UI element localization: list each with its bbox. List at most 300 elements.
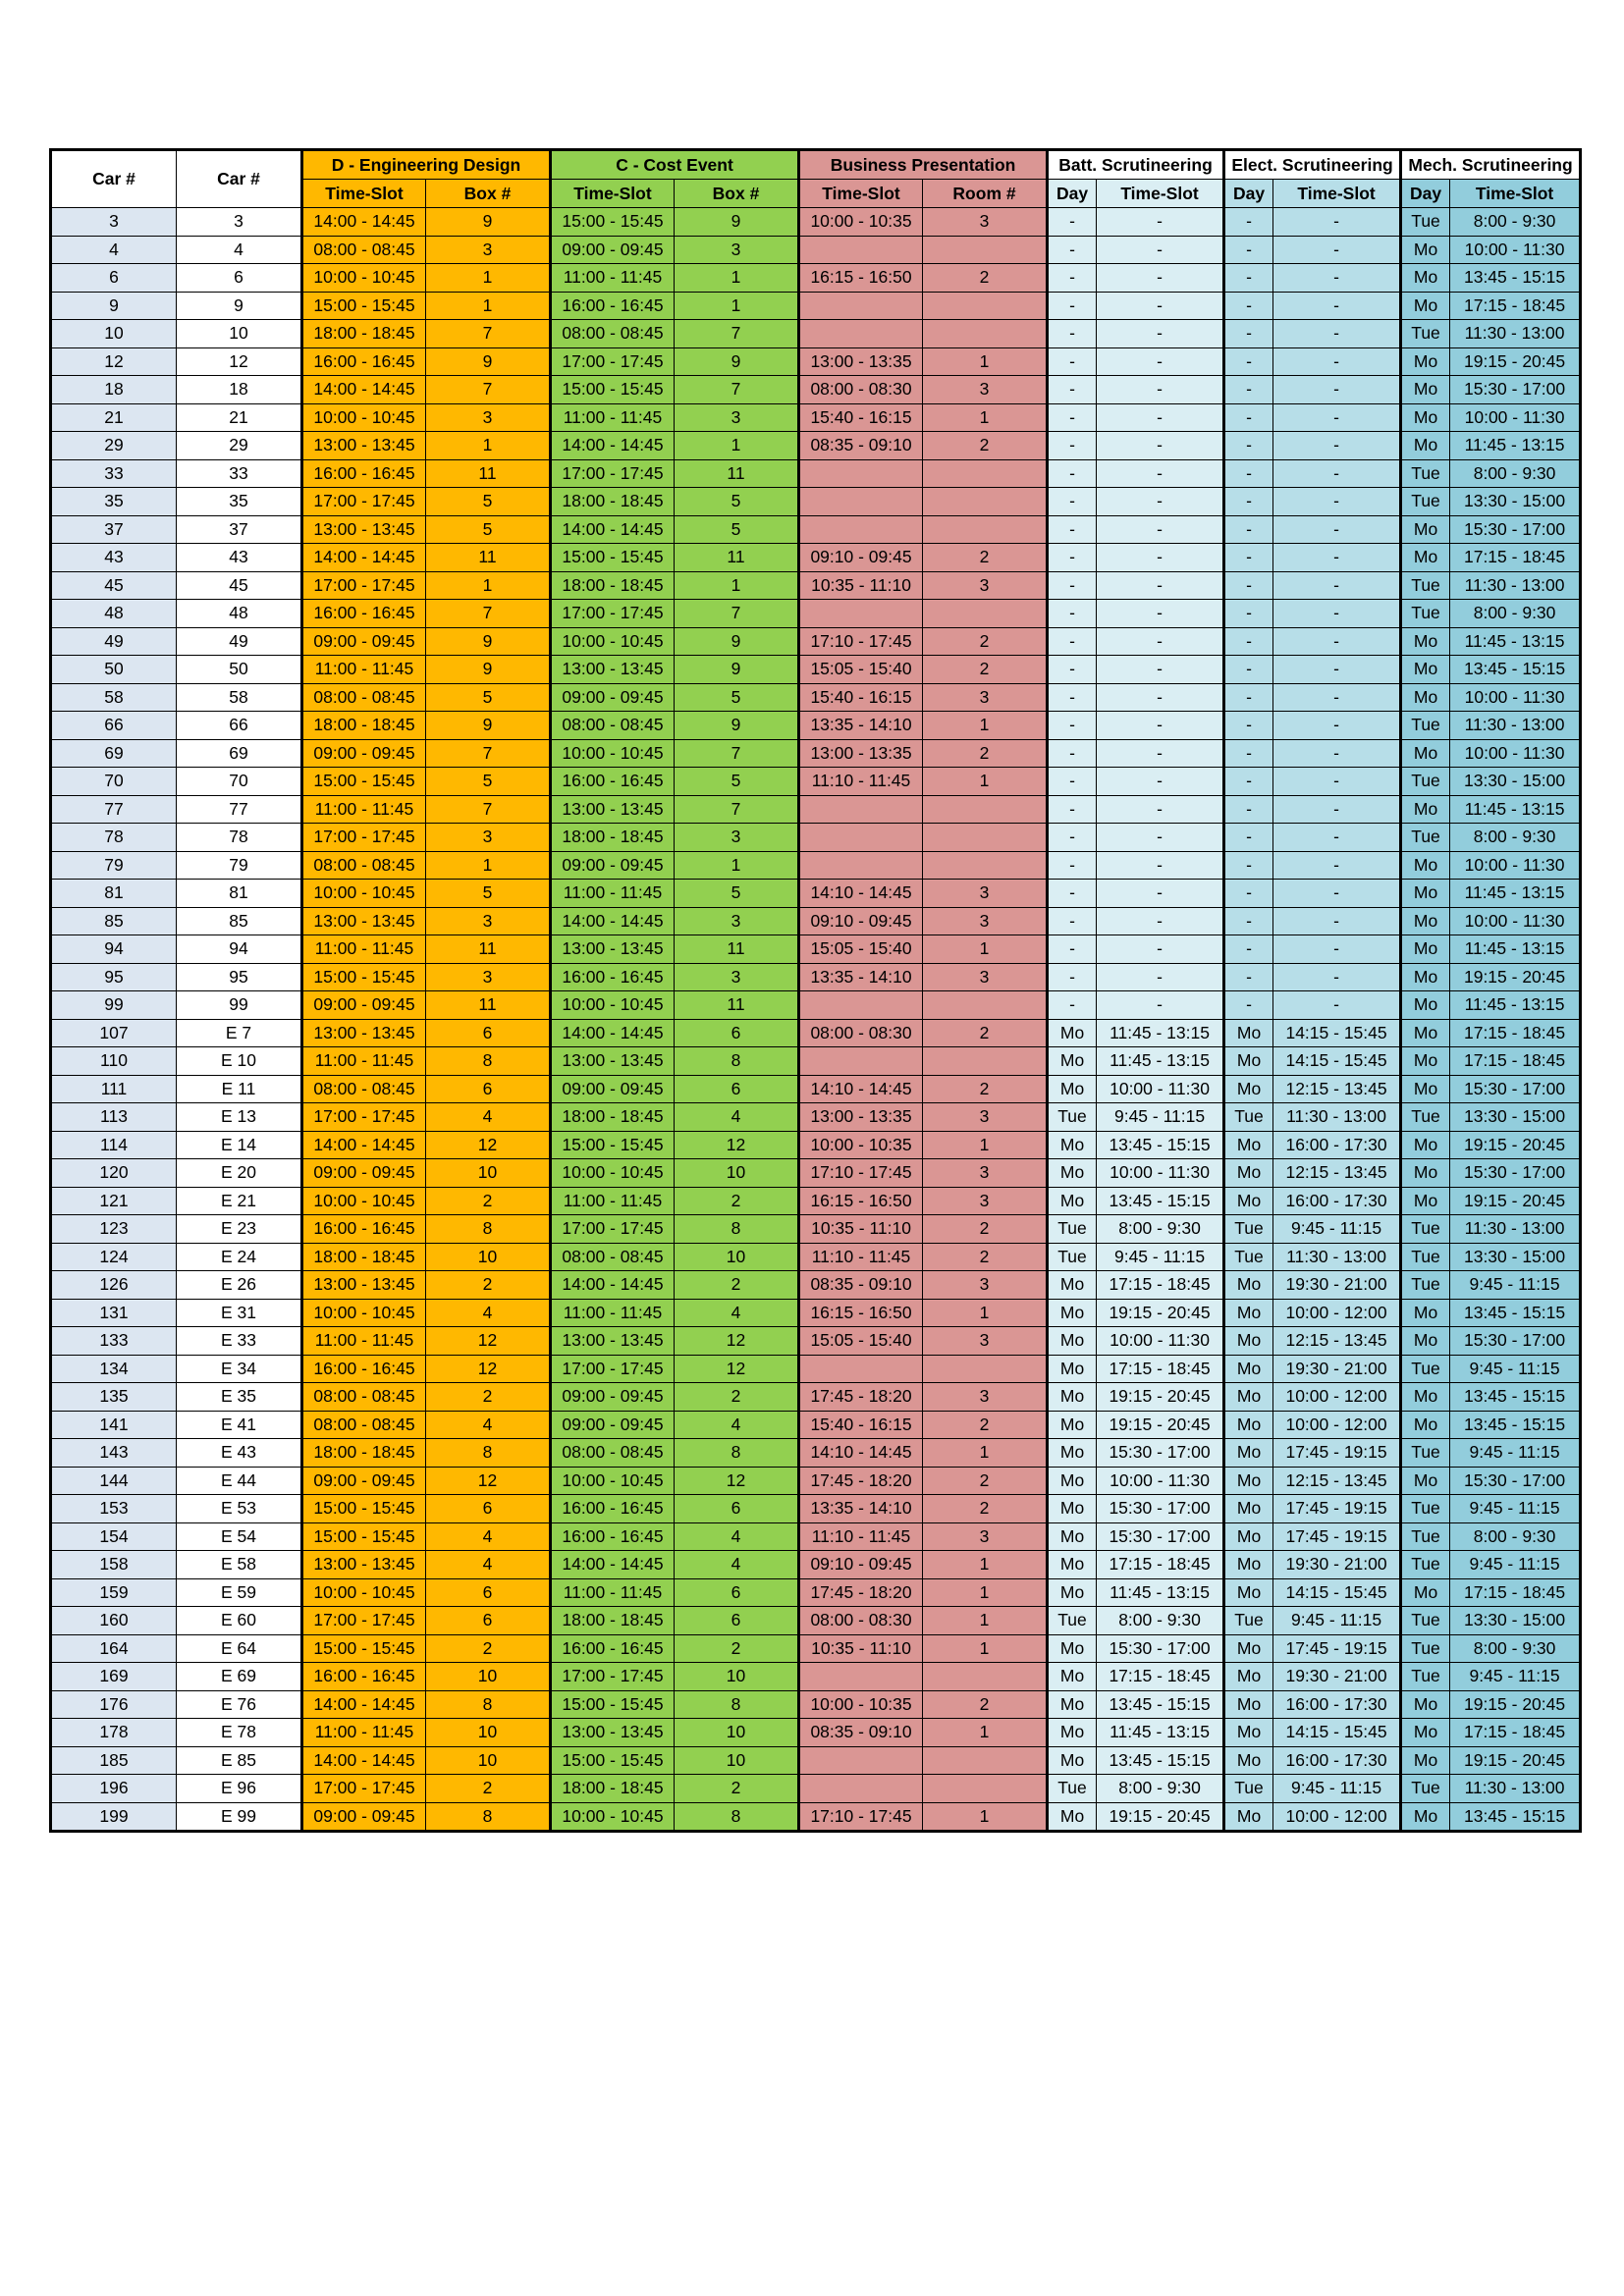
cell-cost-timeslot: 09:00 - 09:45	[551, 851, 675, 880]
cell-cost-box: 2	[675, 1187, 799, 1215]
cell-batt-timeslot: -	[1097, 488, 1224, 516]
cell-mech-timeslot: 19:15 - 20:45	[1450, 963, 1581, 991]
cell-car-id: E 85	[177, 1746, 302, 1775]
cell-car-id: E 31	[177, 1299, 302, 1327]
cell-cost-timeslot: 11:00 - 11:45	[551, 403, 675, 432]
cell-car-number: 12	[51, 347, 177, 376]
header-design-timeslot: Time-Slot	[302, 180, 426, 208]
cell-business-room	[923, 991, 1048, 1020]
cell-elec-day: Mo	[1224, 1327, 1273, 1356]
cell-mech-timeslot: 15:30 - 17:00	[1450, 1075, 1581, 1103]
cell-business-timeslot: 10:35 - 11:10	[799, 571, 923, 600]
header-car-number-2: Car #	[177, 150, 302, 208]
cell-batt-day: -	[1048, 208, 1097, 237]
cell-elec-timeslot: -	[1273, 712, 1401, 740]
cell-batt-timeslot: 19:15 - 20:45	[1097, 1383, 1224, 1412]
cell-car-number: 178	[51, 1719, 177, 1747]
cell-design-box: 12	[426, 1131, 551, 1159]
cell-elec-day: Tue	[1224, 1103, 1273, 1132]
cell-car-number: 164	[51, 1634, 177, 1663]
cell-cost-box: 3	[675, 403, 799, 432]
cell-design-timeslot: 11:00 - 11:45	[302, 1047, 426, 1076]
cell-design-timeslot: 13:00 - 13:45	[302, 1551, 426, 1579]
cell-elec-timeslot: -	[1273, 347, 1401, 376]
cell-mech-timeslot: 8:00 - 9:30	[1450, 459, 1581, 488]
cell-mech-timeslot: 13:30 - 15:00	[1450, 1103, 1581, 1132]
cell-business-timeslot	[799, 515, 923, 544]
cell-business-room: 1	[923, 347, 1048, 376]
cell-mech-day: Mo	[1401, 347, 1450, 376]
cell-business-timeslot	[799, 459, 923, 488]
cell-car-number: 6	[51, 264, 177, 293]
cell-car-id: E 41	[177, 1411, 302, 1439]
cell-cost-box: 10	[675, 1663, 799, 1691]
cell-car-number: 4	[51, 236, 177, 264]
cell-business-room: 3	[923, 880, 1048, 908]
cell-batt-timeslot: 10:00 - 11:30	[1097, 1467, 1224, 1495]
cell-design-box: 10	[426, 1719, 551, 1747]
cell-cost-box: 3	[675, 907, 799, 935]
cell-mech-day: Tue	[1401, 208, 1450, 237]
cell-elec-timeslot: -	[1273, 600, 1401, 628]
cell-business-timeslot: 09:10 - 09:45	[799, 1551, 923, 1579]
cell-car-number: 49	[51, 627, 177, 656]
cell-design-box: 6	[426, 1019, 551, 1047]
table-row	[51, 1215, 1581, 1244]
cell-car-number: 77	[51, 795, 177, 824]
cell-cost-timeslot: 10:00 - 10:45	[551, 1802, 675, 1832]
cell-business-room: 3	[923, 571, 1048, 600]
cell-cost-box: 10	[675, 1719, 799, 1747]
cell-design-box: 8	[426, 1439, 551, 1468]
cell-mech-day: Tue	[1401, 459, 1450, 488]
cell-cost-timeslot: 17:00 - 17:45	[551, 600, 675, 628]
cell-design-box: 3	[426, 824, 551, 852]
cell-cost-timeslot: 18:00 - 18:45	[551, 488, 675, 516]
cell-elec-timeslot: 12:15 - 13:45	[1273, 1159, 1401, 1188]
cell-business-room	[923, 851, 1048, 880]
cell-cost-timeslot: 14:00 - 14:45	[551, 515, 675, 544]
cell-cost-timeslot: 08:00 - 08:45	[551, 320, 675, 348]
cell-business-room: 2	[923, 1215, 1048, 1244]
cell-design-timeslot: 09:00 - 09:45	[302, 627, 426, 656]
cell-batt-timeslot: 13:45 - 15:15	[1097, 1690, 1224, 1719]
cell-mech-timeslot: 8:00 - 9:30	[1450, 600, 1581, 628]
cell-elec-timeslot: 10:00 - 12:00	[1273, 1802, 1401, 1832]
table-row	[51, 1746, 1581, 1775]
cell-elec-day: -	[1224, 515, 1273, 544]
cell-mech-timeslot: 15:30 - 17:00	[1450, 1327, 1581, 1356]
cell-design-timeslot: 16:00 - 16:45	[302, 1215, 426, 1244]
cell-batt-timeslot: -	[1097, 851, 1224, 880]
cell-cost-box: 5	[675, 683, 799, 712]
cell-business-room: 2	[923, 656, 1048, 684]
cell-design-box: 1	[426, 571, 551, 600]
cell-design-timeslot: 18:00 - 18:45	[302, 712, 426, 740]
cell-elec-day: -	[1224, 320, 1273, 348]
cell-elec-day: -	[1224, 712, 1273, 740]
cell-design-timeslot: 08:00 - 08:45	[302, 851, 426, 880]
cell-cost-box: 5	[675, 880, 799, 908]
cell-design-timeslot: 14:00 - 14:45	[302, 376, 426, 404]
cell-design-timeslot: 18:00 - 18:45	[302, 1243, 426, 1271]
cell-elec-day: Mo	[1224, 1047, 1273, 1076]
cell-cost-box: 12	[675, 1327, 799, 1356]
cell-business-room: 3	[923, 1522, 1048, 1551]
cell-mech-day: Mo	[1401, 376, 1450, 404]
cell-cost-box: 2	[675, 1383, 799, 1412]
cell-business-room: 1	[923, 1802, 1048, 1832]
cell-elec-timeslot: 12:15 - 13:45	[1273, 1467, 1401, 1495]
cell-mech-timeslot: 11:30 - 13:00	[1450, 571, 1581, 600]
cell-mech-timeslot: 11:30 - 13:00	[1450, 1775, 1581, 1803]
cell-car-id: 58	[177, 683, 302, 712]
cell-cost-timeslot: 10:00 - 10:45	[551, 627, 675, 656]
cell-mech-day: Tue	[1401, 1607, 1450, 1635]
cell-elec-timeslot: -	[1273, 320, 1401, 348]
cell-cost-timeslot: 14:00 - 14:45	[551, 1271, 675, 1300]
cell-cost-timeslot: 17:00 - 17:45	[551, 1355, 675, 1383]
cell-elec-timeslot: 9:45 - 11:15	[1273, 1215, 1401, 1244]
cell-batt-day: -	[1048, 376, 1097, 404]
cell-batt-day: Mo	[1048, 1439, 1097, 1468]
cell-cost-box: 8	[675, 1439, 799, 1468]
cell-car-number: 111	[51, 1075, 177, 1103]
cell-design-timeslot: 09:00 - 09:45	[302, 1467, 426, 1495]
cell-car-number: 3	[51, 208, 177, 237]
cell-design-box: 8	[426, 1215, 551, 1244]
cell-design-timeslot: 08:00 - 08:45	[302, 1075, 426, 1103]
cell-mech-day: Tue	[1401, 1551, 1450, 1579]
cell-cost-box: 2	[675, 1775, 799, 1803]
cell-design-timeslot: 11:00 - 11:45	[302, 1327, 426, 1356]
cell-design-timeslot: 09:00 - 09:45	[302, 991, 426, 1020]
cell-design-box: 5	[426, 880, 551, 908]
cell-car-id: E 21	[177, 1187, 302, 1215]
cell-car-id: E 7	[177, 1019, 302, 1047]
cell-batt-day: Mo	[1048, 1690, 1097, 1719]
cell-cost-timeslot: 11:00 - 11:45	[551, 880, 675, 908]
cell-batt-timeslot: 19:15 - 20:45	[1097, 1299, 1224, 1327]
cell-batt-timeslot: -	[1097, 824, 1224, 852]
cell-batt-day: -	[1048, 571, 1097, 600]
cell-batt-timeslot: 8:00 - 9:30	[1097, 1607, 1224, 1635]
cell-mech-timeslot: 13:30 - 15:00	[1450, 488, 1581, 516]
cell-elec-timeslot: -	[1273, 795, 1401, 824]
cell-cost-box: 4	[675, 1522, 799, 1551]
header-elec-timeslot: Time-Slot	[1273, 180, 1401, 208]
cell-mech-timeslot: 9:45 - 11:15	[1450, 1495, 1581, 1523]
cell-elec-timeslot: 11:30 - 13:00	[1273, 1243, 1401, 1271]
cell-business-timeslot: 16:15 - 16:50	[799, 1187, 923, 1215]
table-row	[51, 1719, 1581, 1747]
cell-cost-timeslot: 10:00 - 10:45	[551, 1467, 675, 1495]
cell-elec-day: -	[1224, 683, 1273, 712]
cell-elec-day: Mo	[1224, 1131, 1273, 1159]
header-cost-event: C - Cost Event	[551, 150, 799, 180]
cell-elec-day: -	[1224, 208, 1273, 237]
cell-car-number: 50	[51, 656, 177, 684]
cell-elec-day: Mo	[1224, 1690, 1273, 1719]
cell-car-number: 158	[51, 1551, 177, 1579]
cell-elec-timeslot: 10:00 - 12:00	[1273, 1299, 1401, 1327]
cell-car-number: 113	[51, 1103, 177, 1132]
cell-cost-box: 4	[675, 1103, 799, 1132]
cell-car-number: 78	[51, 824, 177, 852]
cell-batt-day: -	[1048, 292, 1097, 320]
cell-cost-box: 7	[675, 320, 799, 348]
cell-cost-timeslot: 16:00 - 16:45	[551, 1522, 675, 1551]
cell-business-room	[923, 1775, 1048, 1803]
cell-business-room: 3	[923, 907, 1048, 935]
cell-mech-day: Mo	[1401, 1802, 1450, 1832]
cell-elec-day: -	[1224, 264, 1273, 293]
cell-batt-day: -	[1048, 824, 1097, 852]
cell-batt-timeslot: 8:00 - 9:30	[1097, 1215, 1224, 1244]
cell-cost-box: 7	[675, 600, 799, 628]
cell-business-timeslot: 08:35 - 09:10	[799, 1271, 923, 1300]
cell-business-room: 3	[923, 1159, 1048, 1188]
cell-batt-timeslot: -	[1097, 403, 1224, 432]
table-row	[51, 403, 1581, 432]
cell-mech-day: Mo	[1401, 544, 1450, 572]
cell-car-id: 77	[177, 795, 302, 824]
cell-cost-timeslot: 16:00 - 16:45	[551, 1495, 675, 1523]
cell-cost-box: 8	[675, 1215, 799, 1244]
cell-elec-day: -	[1224, 991, 1273, 1020]
cell-mech-day: Mo	[1401, 236, 1450, 264]
header-business-presentation: Business Presentation	[799, 150, 1048, 180]
cell-cost-box: 10	[675, 1746, 799, 1775]
cell-car-number: 199	[51, 1802, 177, 1832]
header-batt-timeslot: Time-Slot	[1097, 180, 1224, 208]
cell-mech-timeslot: 17:15 - 18:45	[1450, 1578, 1581, 1607]
cell-elec-day: Tue	[1224, 1607, 1273, 1635]
cell-batt-timeslot: -	[1097, 627, 1224, 656]
cell-design-timeslot: 15:00 - 15:45	[302, 768, 426, 796]
cell-car-id: 6	[177, 264, 302, 293]
cell-business-timeslot: 08:00 - 08:30	[799, 1019, 923, 1047]
cell-design-timeslot: 16:00 - 16:45	[302, 1663, 426, 1691]
cell-batt-timeslot: -	[1097, 236, 1224, 264]
table-row	[51, 571, 1581, 600]
table-row	[51, 1775, 1581, 1803]
cell-design-timeslot: 17:00 - 17:45	[302, 1607, 426, 1635]
cell-cost-timeslot: 09:00 - 09:45	[551, 683, 675, 712]
cell-elec-day: Mo	[1224, 1802, 1273, 1832]
cell-mech-timeslot: 8:00 - 9:30	[1450, 1634, 1581, 1663]
cell-elec-timeslot: 14:15 - 15:45	[1273, 1719, 1401, 1747]
cell-cost-box: 2	[675, 1634, 799, 1663]
header-mech-scrutineering: Mech. Scrutineering	[1401, 150, 1581, 180]
cell-design-box: 12	[426, 1355, 551, 1383]
cell-design-timeslot: 17:00 - 17:45	[302, 1103, 426, 1132]
cell-batt-timeslot: 9:45 - 11:15	[1097, 1103, 1224, 1132]
cell-business-room: 1	[923, 1299, 1048, 1327]
cell-batt-day: -	[1048, 768, 1097, 796]
cell-mech-day: Mo	[1401, 1299, 1450, 1327]
cell-business-timeslot: 13:35 - 14:10	[799, 712, 923, 740]
cell-car-number: 37	[51, 515, 177, 544]
cell-elec-day: -	[1224, 571, 1273, 600]
cell-batt-timeslot: 13:45 - 15:15	[1097, 1131, 1224, 1159]
cell-batt-timeslot: 11:45 - 13:15	[1097, 1047, 1224, 1076]
cell-design-box: 10	[426, 1663, 551, 1691]
cell-design-timeslot: 14:00 - 14:45	[302, 1131, 426, 1159]
cell-mech-timeslot: 13:45 - 15:15	[1450, 264, 1581, 293]
table-row	[51, 880, 1581, 908]
cell-cost-box: 1	[675, 264, 799, 293]
cell-elec-day: Mo	[1224, 1719, 1273, 1747]
cell-elec-day: -	[1224, 935, 1273, 964]
cell-cost-timeslot: 09:00 - 09:45	[551, 1383, 675, 1412]
cell-business-room: 3	[923, 376, 1048, 404]
cell-mech-day: Mo	[1401, 1327, 1450, 1356]
cell-car-number: 124	[51, 1243, 177, 1271]
cell-elec-timeslot: -	[1273, 292, 1401, 320]
cell-mech-day: Mo	[1401, 656, 1450, 684]
cell-business-room: 1	[923, 768, 1048, 796]
cell-mech-day: Tue	[1401, 1103, 1450, 1132]
cell-mech-day: Mo	[1401, 1019, 1450, 1047]
cell-mech-day: Tue	[1401, 600, 1450, 628]
cell-batt-timeslot: -	[1097, 544, 1224, 572]
cell-car-number: 85	[51, 907, 177, 935]
cell-design-timeslot: 10:00 - 10:45	[302, 1299, 426, 1327]
cell-design-box: 5	[426, 683, 551, 712]
cell-business-room: 1	[923, 1551, 1048, 1579]
cell-car-id: 12	[177, 347, 302, 376]
cell-batt-timeslot: 17:15 - 18:45	[1097, 1355, 1224, 1383]
cell-elec-day: -	[1224, 236, 1273, 264]
cell-business-timeslot: 15:05 - 15:40	[799, 935, 923, 964]
cell-business-timeslot	[799, 1355, 923, 1383]
cell-car-number: 143	[51, 1439, 177, 1468]
cell-elec-timeslot: 16:00 - 17:30	[1273, 1690, 1401, 1719]
cell-design-box: 4	[426, 1411, 551, 1439]
cell-car-id: 21	[177, 403, 302, 432]
cell-elec-day: -	[1224, 851, 1273, 880]
cell-design-box: 10	[426, 1746, 551, 1775]
cell-mech-timeslot: 17:15 - 18:45	[1450, 1047, 1581, 1076]
cell-business-timeslot	[799, 292, 923, 320]
cell-elec-day: -	[1224, 963, 1273, 991]
cell-business-timeslot: 08:00 - 08:30	[799, 376, 923, 404]
cell-mech-timeslot: 11:45 - 13:15	[1450, 795, 1581, 824]
table-row	[51, 459, 1581, 488]
cell-elec-day: -	[1224, 656, 1273, 684]
table-row	[51, 1187, 1581, 1215]
cell-design-timeslot: 11:00 - 11:45	[302, 935, 426, 964]
cell-business-timeslot	[799, 795, 923, 824]
cell-car-id: 45	[177, 571, 302, 600]
cell-mech-timeslot: 11:30 - 13:00	[1450, 712, 1581, 740]
cell-cost-box: 8	[675, 1047, 799, 1076]
cell-design-box: 8	[426, 1690, 551, 1719]
cell-batt-timeslot: -	[1097, 683, 1224, 712]
table-row	[51, 1411, 1581, 1439]
cell-elec-day: Mo	[1224, 1439, 1273, 1468]
cell-mech-day: Mo	[1401, 1159, 1450, 1188]
table-row	[51, 1634, 1581, 1663]
cell-business-room: 3	[923, 963, 1048, 991]
cell-mech-timeslot: 9:45 - 11:15	[1450, 1439, 1581, 1468]
cell-mech-day: Tue	[1401, 1215, 1450, 1244]
header-engineering-design: D - Engineering Design	[302, 150, 551, 180]
cell-business-room	[923, 1746, 1048, 1775]
cell-cost-box: 6	[675, 1019, 799, 1047]
cell-cost-box: 12	[675, 1467, 799, 1495]
table-row	[51, 1522, 1581, 1551]
cell-business-room: 2	[923, 627, 1048, 656]
cell-cost-box: 11	[675, 459, 799, 488]
cell-car-number: 153	[51, 1495, 177, 1523]
cell-elec-timeslot: 16:00 - 17:30	[1273, 1131, 1401, 1159]
cell-mech-timeslot: 9:45 - 11:15	[1450, 1663, 1581, 1691]
cell-elec-day: Mo	[1224, 1271, 1273, 1300]
cell-business-room: 2	[923, 1243, 1048, 1271]
table-row	[51, 1243, 1581, 1271]
cell-elec-day: Mo	[1224, 1075, 1273, 1103]
cell-elec-day: -	[1224, 739, 1273, 768]
cell-mech-day: Mo	[1401, 907, 1450, 935]
cell-design-box: 9	[426, 208, 551, 237]
cell-design-box: 9	[426, 347, 551, 376]
cell-elec-timeslot: -	[1273, 768, 1401, 796]
cell-elec-timeslot: -	[1273, 571, 1401, 600]
cell-batt-day: Mo	[1048, 1131, 1097, 1159]
cell-car-number: 70	[51, 768, 177, 796]
cell-batt-timeslot: -	[1097, 264, 1224, 293]
table-row	[51, 1047, 1581, 1076]
cell-car-number: 45	[51, 571, 177, 600]
table-row	[51, 739, 1581, 768]
cell-business-room: 3	[923, 208, 1048, 237]
cell-cost-box: 6	[675, 1578, 799, 1607]
cell-business-room: 3	[923, 1187, 1048, 1215]
cell-mech-timeslot: 11:45 - 13:15	[1450, 935, 1581, 964]
cell-mech-day: Mo	[1401, 1131, 1450, 1159]
cell-batt-day: -	[1048, 515, 1097, 544]
cell-design-timeslot: 17:00 - 17:45	[302, 571, 426, 600]
cell-car-number: 141	[51, 1411, 177, 1439]
cell-car-id: E 99	[177, 1802, 302, 1832]
cell-business-timeslot: 13:35 - 14:10	[799, 1495, 923, 1523]
cell-elec-day: -	[1224, 600, 1273, 628]
table-row	[51, 795, 1581, 824]
cell-elec-timeslot: -	[1273, 376, 1401, 404]
cell-batt-timeslot: 15:30 - 17:00	[1097, 1439, 1224, 1468]
cell-batt-day: Mo	[1048, 1802, 1097, 1832]
cell-design-box: 5	[426, 488, 551, 516]
cell-design-timeslot: 09:00 - 09:45	[302, 1802, 426, 1832]
cell-batt-day: Mo	[1048, 1159, 1097, 1188]
cell-mech-timeslot: 10:00 - 11:30	[1450, 739, 1581, 768]
cell-design-timeslot: 11:00 - 11:45	[302, 656, 426, 684]
cell-elec-timeslot: -	[1273, 824, 1401, 852]
cell-cost-timeslot: 17:00 - 17:45	[551, 347, 675, 376]
cell-mech-timeslot: 13:45 - 15:15	[1450, 656, 1581, 684]
cell-cost-box: 6	[675, 1075, 799, 1103]
cell-business-room: 2	[923, 1075, 1048, 1103]
cell-design-box: 3	[426, 907, 551, 935]
cell-design-timeslot: 13:00 - 13:45	[302, 1271, 426, 1300]
header-design-box: Box #	[426, 180, 551, 208]
cell-batt-timeslot: -	[1097, 712, 1224, 740]
cell-batt-timeslot: -	[1097, 656, 1224, 684]
cell-business-room: 3	[923, 1327, 1048, 1356]
cell-mech-timeslot: 9:45 - 11:15	[1450, 1271, 1581, 1300]
